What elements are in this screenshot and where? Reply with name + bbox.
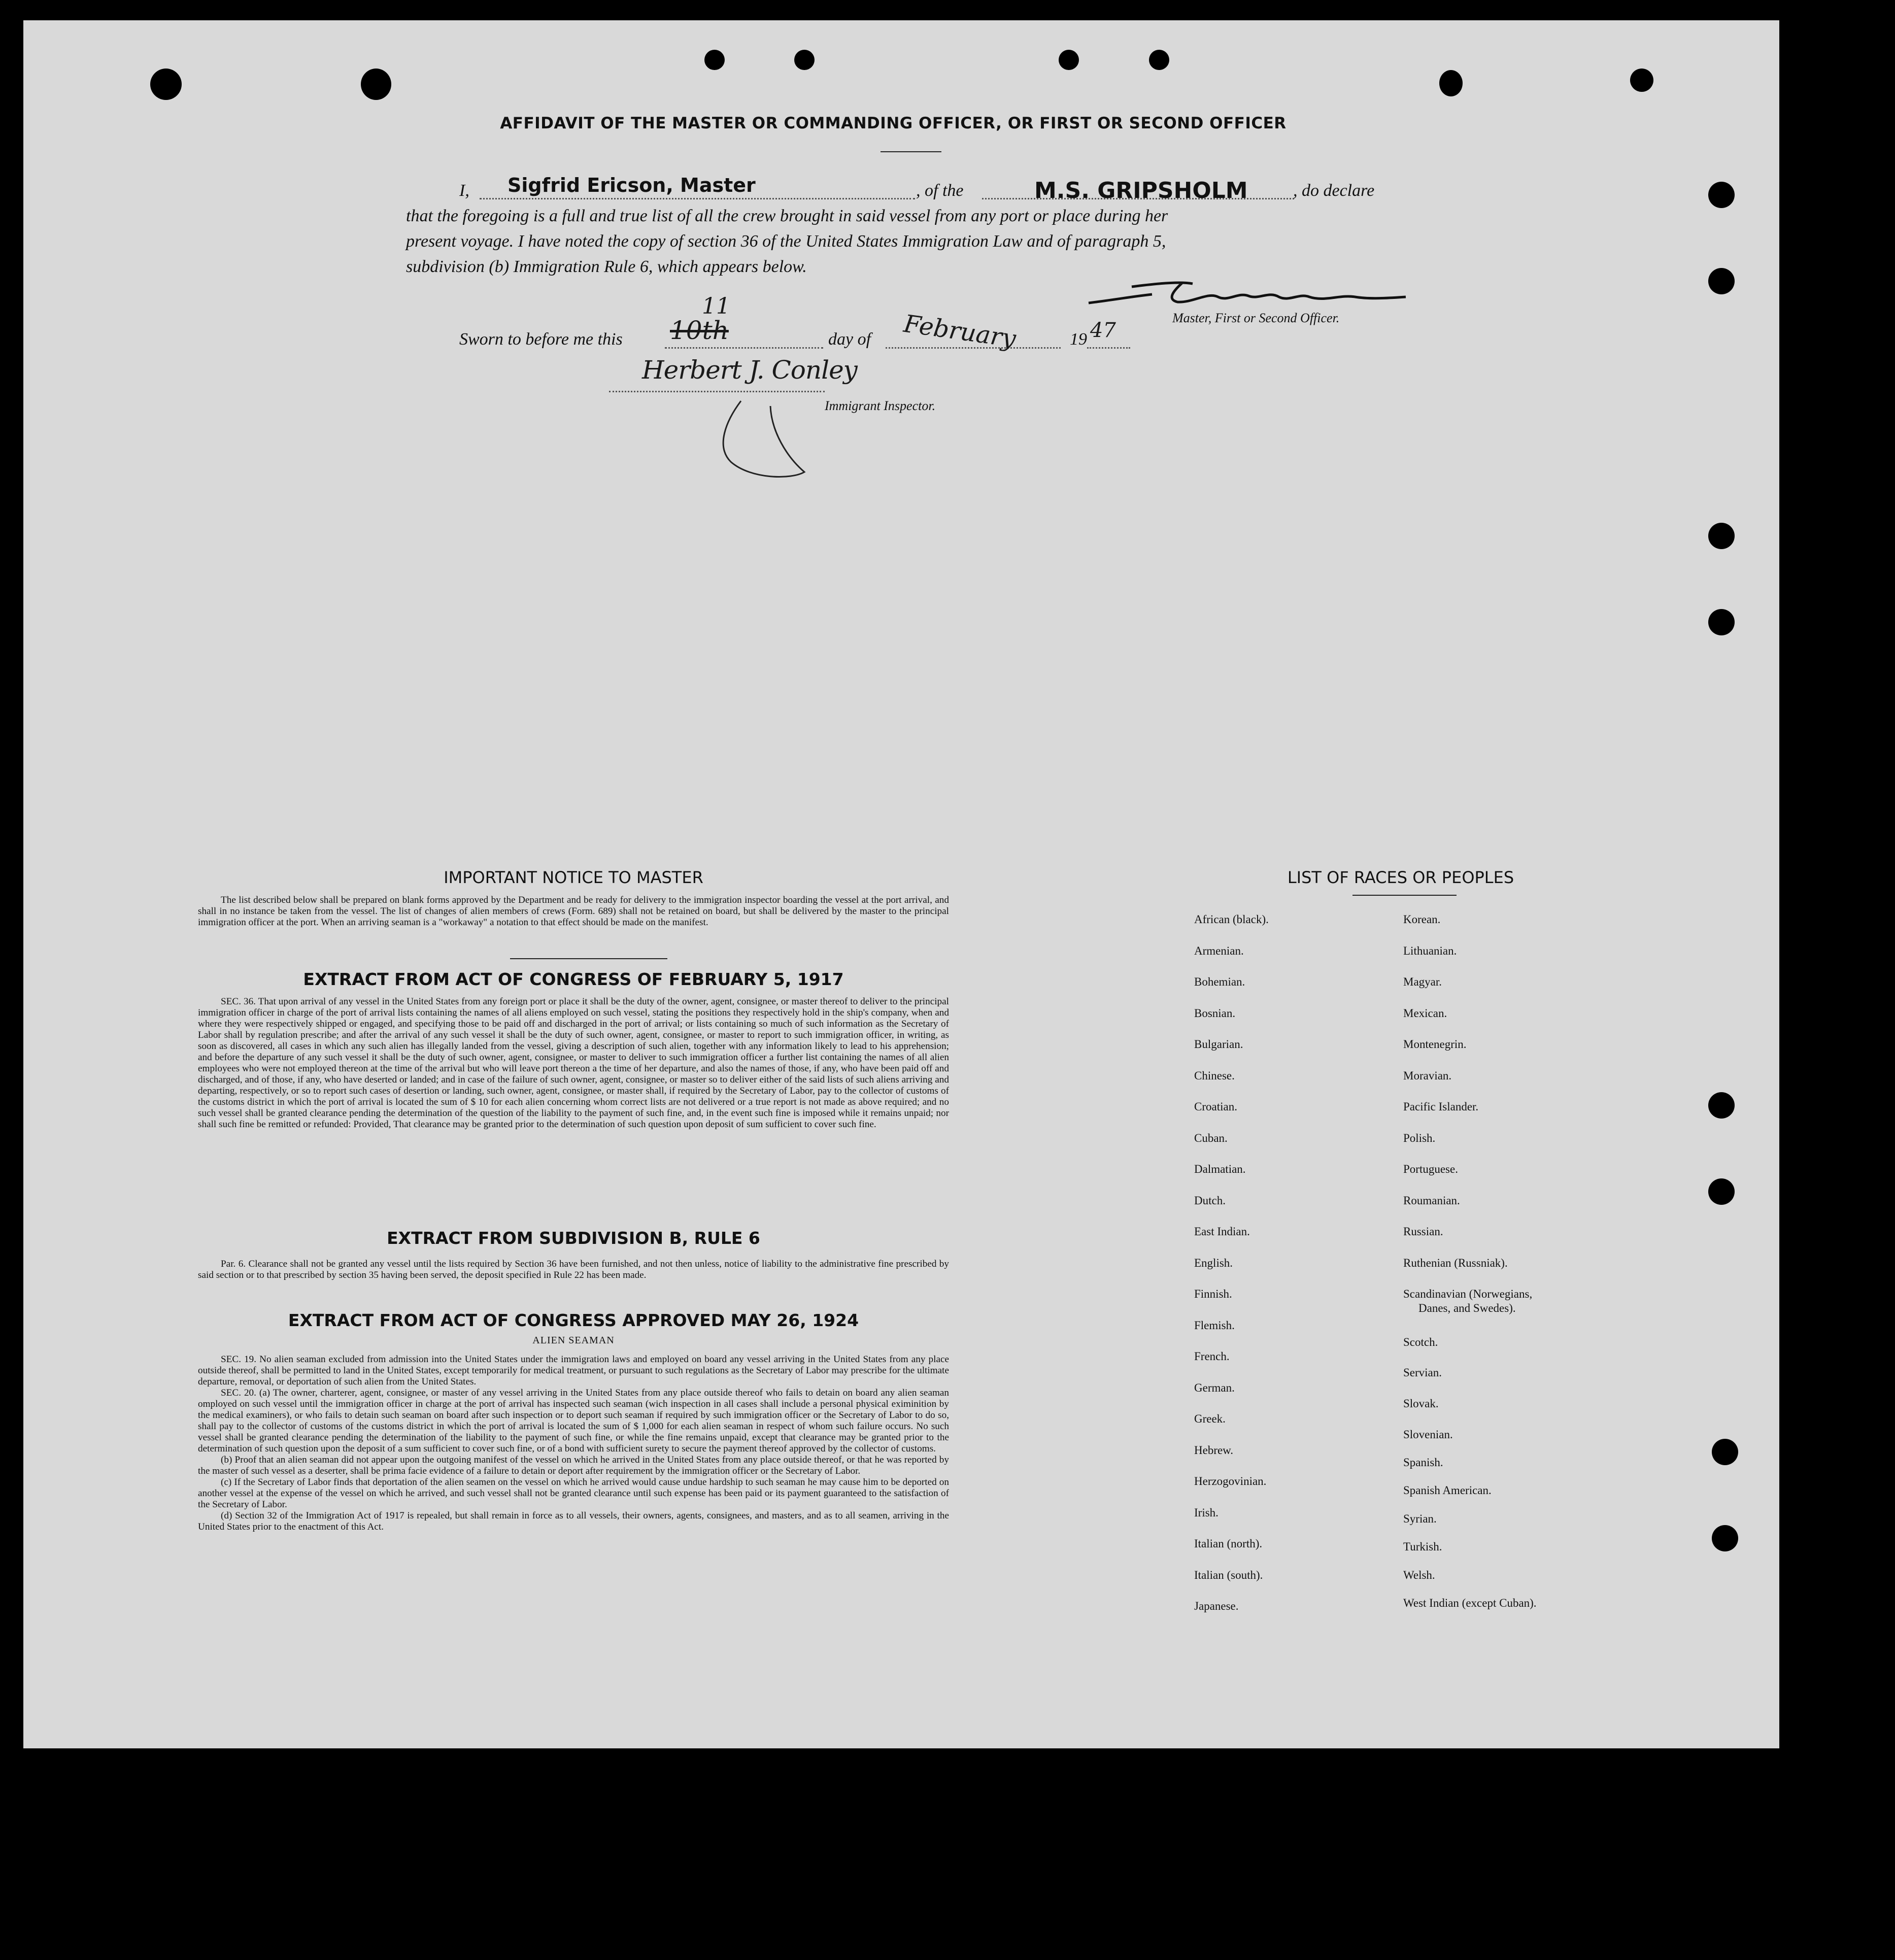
race-item: Dalmatian. bbox=[1194, 1163, 1246, 1175]
title-rule bbox=[881, 151, 941, 152]
sworn-month: February bbox=[902, 309, 1018, 354]
line3: present voyage. I have noted the copy of section 36 of the United States Immigration Law and of paragraph 5, bbox=[406, 232, 1166, 251]
punch-hole bbox=[1712, 1439, 1738, 1465]
race-item: Finnish. bbox=[1194, 1288, 1232, 1300]
race-item: African (black). bbox=[1194, 913, 1269, 926]
line2: that the foregoing is a full and true list of all the crew brought in said vessel from any port or place during her bbox=[406, 207, 1168, 225]
race-item: German. bbox=[1194, 1381, 1235, 1394]
race-item: Ruthenian (Russniak). bbox=[1403, 1257, 1508, 1269]
extract-1924-paragraph: SEC. 20. (a) The owner, charterer, agent, consignee, or master of any vessel arriving in the United States from any place outside thereof who fails to detain on board any alien seaman omployed on such vessel until the immigration officer in charge at the port of arrival has inspected such seaman (wich inspection in all cases shall include a personal physical eximinition by the medical examiners), or who fails to detain such seaman on board after such inspection or to deport such seaman if required by such immigration officer or the Secretary of Labor to do so, shall pay to the collector of customs of the customs district in which the port of arrival is located the sum of $ 1,000 for each alien seaman in respect of whom such failure occurs. No such vessel shall be granted clearance pending the determination of the liability to the payment of such fine, or while the fine remains unpaid, except that clearance may be granted prior to the determination of such question upon the deposit of a sum sufficient to cover such fine, or of a bond with sufficient surety to secure the payment thereof approved by the collector of customs. bbox=[198, 1388, 949, 1454]
notice-paragraph: The list described below shall be prepared on blank forms approved by the Department and be ready for delivery to the immigration inspector boarding the vessel at the port arrival, and shall in no instance be taken from the vessel. The list of changes of alien members of crews (Form. 689) shall not be retained on board, but shall be delivered by the master to the principal immigration officer at the port. When an arriving seaman is a "workaway" a notation to that effect should be made on the manifest. bbox=[198, 895, 949, 928]
race-item: Scandinavian (Norwegians, bbox=[1403, 1288, 1533, 1300]
race-item: Bohemian. bbox=[1194, 975, 1245, 988]
race-item: Pacific Islander. bbox=[1403, 1100, 1479, 1113]
race-item: Moravian. bbox=[1403, 1069, 1452, 1082]
race-item: English. bbox=[1194, 1257, 1233, 1269]
punch-hole bbox=[1149, 50, 1169, 70]
vessel-name: M.S. GRIPSHOLM bbox=[1034, 178, 1248, 204]
punch-hole bbox=[1708, 1092, 1735, 1119]
races-title: LIST OF RACES OR PEOPLES bbox=[1287, 868, 1514, 887]
race-item: Irish. bbox=[1194, 1506, 1219, 1519]
extract-1924-paragraph: SEC. 19. No alien seaman excluded from admission into the United States under the immigration laws and employed on board any vessel arriving in the United States from any place outside thereof, shall be permitted to land in the United States, except temporarily for medical treatment, or pursuant to such regulations as the Secretary of Labor may prescribe for the ultimate departure, removal, or deportation of such alien from the United States. bbox=[198, 1354, 949, 1387]
extract-1917-text bbox=[198, 996, 949, 1130]
punch-hole bbox=[361, 69, 391, 100]
race-item: Cuban. bbox=[1194, 1132, 1228, 1144]
race-item: Portuguese. bbox=[1403, 1163, 1458, 1175]
year-field-line bbox=[1087, 347, 1130, 349]
race-item: Slovak. bbox=[1403, 1397, 1439, 1410]
race-item: East Indian. bbox=[1194, 1225, 1250, 1238]
race-item: Chinese. bbox=[1194, 1069, 1235, 1082]
line1-prefix: I, bbox=[459, 181, 469, 200]
race-item: French. bbox=[1194, 1350, 1230, 1363]
rule6-text bbox=[198, 1259, 949, 1281]
race-item: Armenian. bbox=[1194, 944, 1244, 957]
extract-1924-text bbox=[198, 1354, 949, 1533]
race-item: Montenegrin. bbox=[1403, 1038, 1467, 1051]
race-item: Syrian. bbox=[1403, 1512, 1437, 1525]
extract-1917-paragraph: SEC. 36. That upon arrival of any vessel in the United States from any foreign port or place it shall be the duty of the owner, agent, consignee, or master thereof to deliver to the principal immigration officer in charge of the port of arrival lists containing the names of all aliens employed on such vessel, stating the positions they respectively hold in the ship's company, when and where they were respectively shipped or engaged, and specifying those to be paid off and discharged in the port of arrival; or lists containing so much of such information as the Secretary of Labor shall by regulation prescribe; and after the arrival of any such vessel it shall be the duty of such owner, agent, consignee, or master to report to such immigration officer, in writing, as soon as discovered, all cases in which any such alien has illegally landed from the vessel, giving a description of such alien, together with any information likely to lead to his apprehension; and before the departure of any such vessel it shall be the duty of such owner, agent, consignee, or master to deliver to such immigration officer a further list containing the names of all alien employees who were not employed thereon at the time of the arrival but who will leave port thereon a the time of her departure, and also the names of those, if any, who have been paid off and discharged, and of those, if any, who have deserted or landed; and in case of the failure of such owner, agent, consignee, or master so to deliver either of the said lists of such aliens arriving and departing, respectively, or so to report such cases of desertion or landing, such owner, agent, consignee, or master shall, if required by the Secretary of Labor, pay to the collector of customs of the customs district in which the port of arrival is located the sum of $ 10 for each alien concerning whom correct lists are not delivered or a true report is not made as above required; and no such vessel shall be granted clearance pending the determination of the question of the liability to the payment of such fine, and, in the event such fine is imposed while it remains unpaid; nor shall such fine be remitted or refunded: Provided, That clearance may be granted prior to the determination of such question upon deposit of sum sufficient to cover such fine. bbox=[198, 996, 949, 1130]
extract-1924-subtitle: ALIEN SEAMAN bbox=[532, 1335, 615, 1346]
punch-hole bbox=[1059, 50, 1079, 70]
race-item: Scotch. bbox=[1403, 1336, 1438, 1348]
rule6-title: EXTRACT FROM SUBDIVISION B, RULE 6 bbox=[387, 1228, 760, 1248]
race-item: Polish. bbox=[1403, 1132, 1436, 1144]
race-item: Bosnian. bbox=[1194, 1007, 1236, 1020]
race-item: Magyar. bbox=[1403, 975, 1442, 988]
race-item: Hebrew. bbox=[1194, 1444, 1234, 1457]
race-item: Danes, and Swedes). bbox=[1418, 1302, 1516, 1314]
rule6-paragraph: Par. 6. Clearance shall not be granted any vessel until the lists required by Section 36 have been furnished, and not then unless, notice of liability to the administrative fine prescribed by said section or to that prescribed by section 35 having been served, the deposit specified in Rule 22 has been made. bbox=[198, 1259, 949, 1280]
race-item: Korean. bbox=[1403, 913, 1441, 926]
race-item: Dutch. bbox=[1194, 1194, 1226, 1207]
day-field-line bbox=[665, 347, 823, 349]
sworn-prefix: Sworn to before me this bbox=[459, 330, 623, 349]
line1-suffix: , do declare bbox=[1293, 181, 1375, 200]
inspector-signature-flourish bbox=[710, 391, 827, 482]
punch-hole bbox=[1708, 1178, 1735, 1205]
race-item: Spanish. bbox=[1403, 1456, 1443, 1469]
line1-mid: , of the bbox=[916, 181, 964, 200]
punch-hole bbox=[1630, 69, 1653, 92]
races-rule bbox=[1352, 895, 1457, 896]
extract-1924-paragraph: (b) Proof that an alien seaman did not appear upon the outgoing manifest of the vessel on which he arrived in the United States from any place outside thereof, or that he was reported by the master of such vessel as a deserter, shall be prima facie evidence of a failure to detain or deport after requirement by the immigration officer or the Secretary of Labor. bbox=[198, 1455, 949, 1476]
extract-1924-paragraph: (c) If the Secretary of Labor finds that deportation of the alien seamen on the vessel on which he arrived would cause undue hardship to such seaman he may cause him to be deported on another vessel at the expense of the vessel on which he arrived, and such vessel shall not be granted clearance until such expense has been paid or its payment guaranteed to the satisfaction of the Secretary of Labor. bbox=[198, 1477, 949, 1510]
inspector-caption: Immigrant Inspector. bbox=[825, 398, 936, 413]
affidavit-title: AFFIDAVIT OF THE MASTER OR COMMANDING OFFICER, OR FIRST OR SECOND OFFICER bbox=[500, 114, 1287, 132]
notice-text bbox=[198, 895, 949, 928]
race-item: Welsh. bbox=[1403, 1569, 1435, 1581]
master-signature-strokes bbox=[1086, 272, 1411, 310]
punch-hole bbox=[150, 69, 182, 100]
master-caption: Master, First or Second Officer. bbox=[1172, 311, 1340, 325]
race-item: Italian (south). bbox=[1194, 1569, 1263, 1581]
punch-hole bbox=[1708, 609, 1735, 635]
line4: subdivision (b) Immigration Rule 6, which appears below. bbox=[406, 257, 807, 276]
race-item: Mexican. bbox=[1403, 1007, 1447, 1020]
race-item: Japanese. bbox=[1194, 1600, 1239, 1612]
punch-hole bbox=[1712, 1525, 1738, 1551]
inspector-signature: Herbert J. Conley bbox=[642, 355, 857, 385]
sworn-day-struck: 10th bbox=[670, 316, 729, 345]
race-item: Italian (north). bbox=[1194, 1537, 1263, 1550]
notice-title: IMPORTANT NOTICE TO MASTER bbox=[444, 868, 703, 887]
race-item: Spanish American. bbox=[1403, 1484, 1492, 1497]
punch-hole bbox=[1439, 70, 1463, 96]
race-item: West Indian (except Cuban). bbox=[1403, 1597, 1537, 1609]
extract-1917-title: EXTRACT FROM ACT OF CONGRESS OF FEBRUARY 5, 1917 bbox=[303, 969, 844, 989]
year-prefix: 19 bbox=[1070, 330, 1087, 349]
extract-1924-title: EXTRACT FROM ACT OF CONGRESS APPROVED MAY 26, 1924 bbox=[288, 1310, 859, 1330]
race-item: Greek. bbox=[1194, 1412, 1226, 1425]
declarant-name: Sigfrid Ericson, Master bbox=[507, 174, 756, 196]
year-suffix: 47 bbox=[1090, 319, 1116, 342]
punch-hole bbox=[1708, 268, 1735, 294]
race-item: Flemish. bbox=[1194, 1319, 1235, 1332]
name-field-line bbox=[480, 198, 915, 199]
punch-hole bbox=[704, 50, 725, 70]
sworn-day: 11 bbox=[702, 293, 730, 319]
extract-1924-paragraph: (d) Section 32 of the Immigration Act of 1917 is repealed, but shall remain in force as to all vessels, their owners, agents, consignees, and masters, and as to all seamen, arriving in the United States prior to the enactment of this Act. bbox=[198, 1510, 949, 1532]
punch-hole bbox=[1708, 182, 1735, 208]
punch-hole bbox=[1708, 523, 1735, 549]
day-of: day of bbox=[828, 330, 871, 349]
race-item: Herzogovinian. bbox=[1194, 1475, 1267, 1488]
race-item: Russian. bbox=[1403, 1225, 1443, 1238]
race-item: Croatian. bbox=[1194, 1100, 1237, 1113]
race-item: Roumanian. bbox=[1403, 1194, 1460, 1207]
race-item: Turkish. bbox=[1403, 1540, 1442, 1553]
punch-hole bbox=[794, 50, 815, 70]
notice-rule bbox=[510, 958, 667, 959]
race-item: Servian. bbox=[1403, 1366, 1442, 1379]
race-item: Bulgarian. bbox=[1194, 1038, 1243, 1051]
race-item: Lithuanian. bbox=[1403, 944, 1457, 957]
race-item: Slovenian. bbox=[1403, 1428, 1453, 1441]
